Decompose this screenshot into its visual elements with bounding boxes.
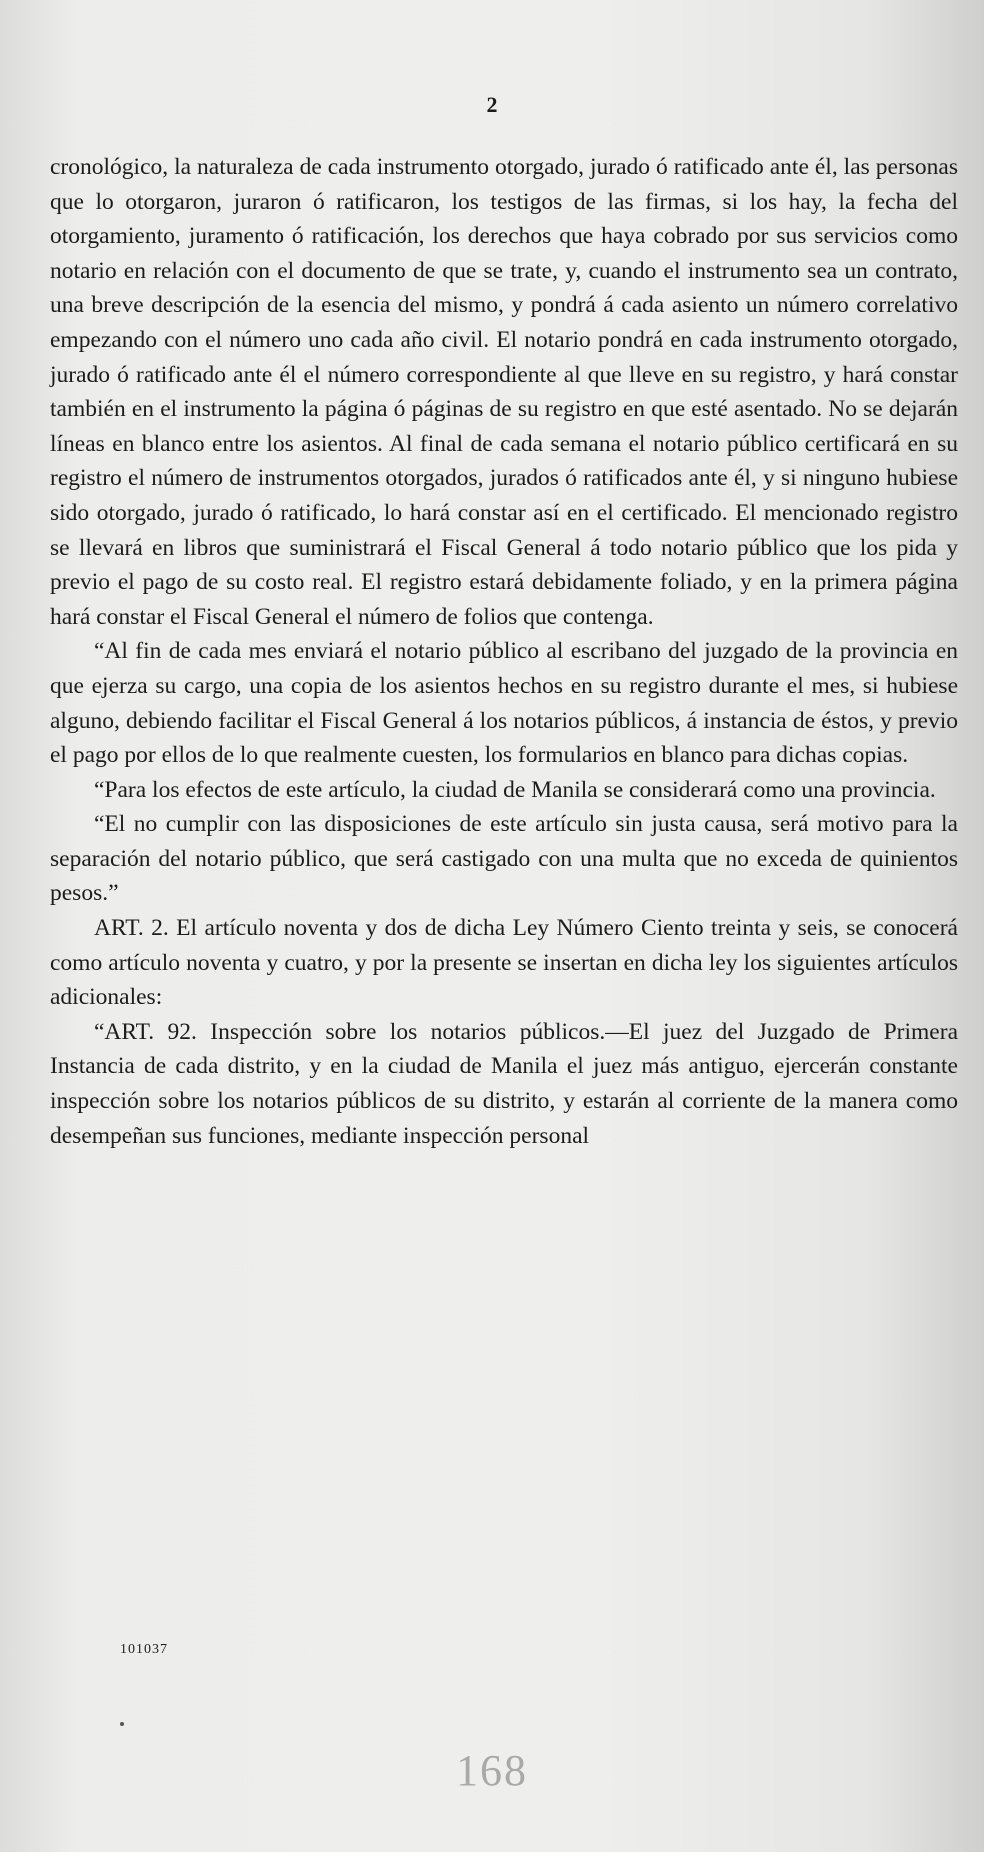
page-number: 2 xyxy=(486,92,498,117)
footer-page-number: 168 xyxy=(456,1746,528,1795)
ink-speck xyxy=(120,1722,124,1726)
paragraph-1: cronológico, la naturaleza de cada instrumento otorgado, jurado ó ratificado ante él, las personas que lo otorgaron, juraron ó ratificaron, los testigos de las firmas, si los hay, la fecha del otorgamiento, juramento ó ratificación, los derechos que haya cobrado por sus servicios como notario en relación con el documento de que se trate, y, cuando el instrumento sea un contrato, una breve descripción de la esencia del mismo, y pondrá á cada asiento un número correlativo empezando con el número uno cada año civil. El notario pondrá en cada instrumento otorgado, jurado ó ratificado ante él el número correspondiente al que lleve en su registro, y hará constar también en el instrumento la página ó páginas de su registro en que esté asentado. No se dejarán líneas en blanco entre los asientos. Al final de cada semana el notario público certificará en su registro el número de instrumentos otorgados, jurados ó ratificados ante él, y si ninguno hubiese sido otorgado, jurado ó ratificado, lo hará constar así en el certificado. El mencionado registro se llevará en libros que suministrará el Fiscal General á todo notario público que los pida y previo el pago de su costo real. El registro estará debidamente foliado, y en la primera página hará constar el Fiscal General el número de folios que contenga. xyxy=(50,154,958,630)
paragraph-3: “Para los efectos de este artículo, la ciudad de Manila se considerará como una provincia. xyxy=(94,776,936,803)
paragraph-6: “ART. 92. Inspección sobre los notarios públicos.—El juez del Juzgado de Primera Instancia de cada distrito, y en la ciudad de Manila el juez más antiguo, ejercerán constante inspección sobre los notarios públicos de su distrito, y estarán al corriente de la manera como desempeñan sus funciones, mediante inspección personal xyxy=(50,1018,958,1149)
body-text xyxy=(50,150,958,1153)
paragraph-4: “El no cumplir con las disposiciones de este artículo sin justa causa, será motivo para la separación del notario público, que será castigado con una multa que no exceda de quinientos pesos.” xyxy=(50,811,958,907)
paragraph-2: “Al fin de cada mes enviará el notario público al escribano del juzgado de la provincia en que ejerza su cargo, una copia de los asientos hechos en su registro durante el mes, si hubiese alguno, debiendo facilitar el Fiscal General á los notarios públicos, á instancia de éstos, y previo el pago por ellos de lo que realmente cuesten, los formularios en blanco para dichas copias. xyxy=(50,638,958,769)
catalog-number: 101037 xyxy=(120,1642,168,1657)
paragraph-5: ART. 2. El artículo noventa y dos de dicha Ley Número Ciento treinta y seis, se conocerá como artículo noventa y cuatro, y por la presente se insertan en dicha ley los siguientes artículos adicionales: xyxy=(50,915,958,1011)
